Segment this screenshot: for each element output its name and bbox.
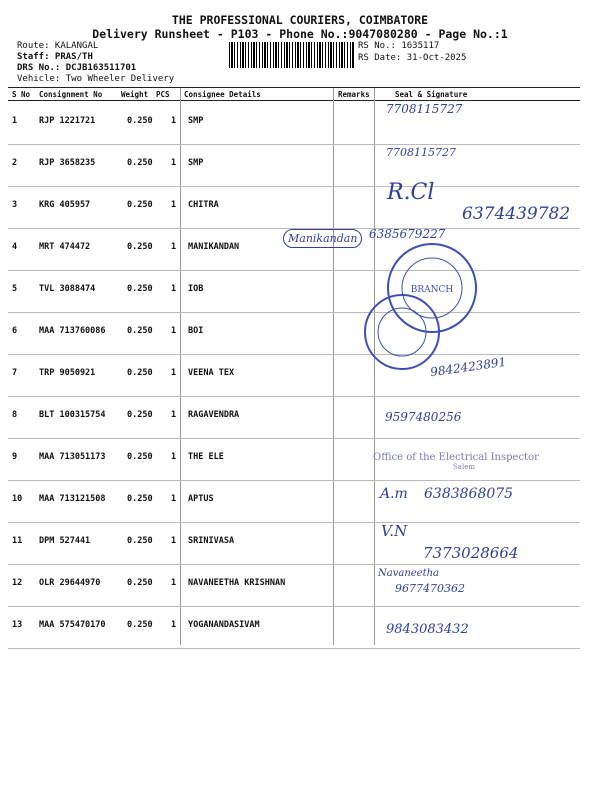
cell-consignment: MAA 713121508 xyxy=(39,494,106,504)
cell-consignment: TVL 3088474 xyxy=(39,284,96,294)
cell-sno: 10 xyxy=(12,494,23,504)
cell-weight: 0.250 xyxy=(127,452,153,462)
cell-pcs: 1 xyxy=(171,326,177,336)
cell-pcs: 1 xyxy=(171,158,177,168)
cell-pcs: 1 xyxy=(171,410,177,420)
cell-pcs: 1 xyxy=(171,368,177,378)
signature-row-10: A.m xyxy=(380,486,408,502)
col-consignment: Consignment No xyxy=(39,90,103,99)
cell-pcs: 1 xyxy=(171,200,177,210)
cell-sno: 13 xyxy=(12,620,23,630)
signature-row-1: 7708115727 xyxy=(386,102,463,116)
cell-weight: 0.250 xyxy=(127,620,153,630)
bank-stamp-text: BRANCH xyxy=(410,285,454,295)
cell-consignee: RAGAVENDRA xyxy=(188,410,240,420)
table-row xyxy=(8,312,580,355)
cell-sno: 9 xyxy=(12,452,18,462)
cell-pcs: 1 xyxy=(171,116,177,126)
signature-row-7: 9842423891 xyxy=(429,354,507,380)
cell-consignee: VEENA TEX xyxy=(188,368,235,378)
cell-sno: 5 xyxy=(12,284,18,294)
cell-consignee: SMP xyxy=(188,158,204,168)
cell-consignee: THE ELE xyxy=(188,452,224,462)
cell-consignee: SRINIVASA xyxy=(188,536,235,546)
office-stamp-text: Office of the Electrical Inspector xyxy=(373,452,539,463)
cell-consignee: SMP xyxy=(188,116,204,126)
vehicle-label: Vehicle: Two Wheeler Delivery xyxy=(17,74,175,84)
drs-number: DRS No.: DCJB163511701 xyxy=(17,63,137,73)
cell-sno: 3 xyxy=(12,200,18,210)
cell-weight: 0.250 xyxy=(127,578,153,588)
signature-row-8: 9597480256 xyxy=(385,410,462,424)
col-remarks: Remarks xyxy=(338,90,370,99)
phone-row-11: 7373028664 xyxy=(423,544,519,562)
cell-weight: 0.250 xyxy=(127,494,153,504)
cell-consignee: CHITRA xyxy=(188,200,219,210)
table-row xyxy=(8,564,580,607)
cell-consignee: BOI xyxy=(188,326,204,336)
runsheet-subtitle: Delivery Runsheet - P103 - Phone No.:9047080280 - Page No.:1 xyxy=(92,27,508,41)
col-pcs: PCS xyxy=(156,90,170,99)
cell-weight: 0.250 xyxy=(127,200,153,210)
row-divider xyxy=(8,648,580,649)
cell-consignment: MAA 575470170 xyxy=(39,620,106,630)
table-row xyxy=(8,396,580,439)
cell-pcs: 1 xyxy=(171,620,177,630)
table-top-rule xyxy=(8,87,580,88)
cell-pcs: 1 xyxy=(171,578,177,588)
cell-sno: 6 xyxy=(12,326,18,336)
cell-consignment: MRT 474472 xyxy=(39,242,91,252)
cell-consignee: NAVANEETHA KRISHNAN xyxy=(188,578,286,588)
cell-consignment: OLR 29644970 xyxy=(39,578,101,588)
signature-row-11: V.N xyxy=(381,522,408,540)
signature-row-12: Navaneetha xyxy=(378,568,440,579)
cell-consignee: IOB xyxy=(188,284,204,294)
signature-row-3: R.Cl xyxy=(387,180,435,205)
barcode xyxy=(229,42,355,68)
cell-weight: 0.250 xyxy=(127,116,153,126)
col-consignee: Consignee Details xyxy=(184,90,261,99)
cell-sno: 8 xyxy=(12,410,18,420)
table-row xyxy=(8,606,580,649)
route-label: Route: KALANGAL xyxy=(17,41,99,51)
bank-stamp-2 xyxy=(362,292,442,372)
cell-consignee: MANIKANDAN xyxy=(188,242,240,252)
cell-sno: 7 xyxy=(12,368,18,378)
cell-sno: 1 xyxy=(12,116,18,126)
cell-weight: 0.250 xyxy=(127,368,153,378)
phone-row-12: 9677470362 xyxy=(395,582,465,595)
cell-weight: 0.250 xyxy=(127,284,153,294)
cell-weight: 0.250 xyxy=(127,536,153,546)
phone-row-3: 6374439782 xyxy=(462,204,571,224)
header-bottom-rule xyxy=(8,100,580,101)
cell-consignment: KRG 405957 xyxy=(39,200,91,210)
cell-sno: 2 xyxy=(12,158,18,168)
cell-pcs: 1 xyxy=(171,536,177,546)
office-stamp-sub: Salem xyxy=(453,463,475,471)
cell-sno: 12 xyxy=(12,578,23,588)
table-row xyxy=(8,102,580,145)
cell-consignee: YOGANANDASIVAM xyxy=(188,620,260,630)
cell-consignment: DPM 527441 xyxy=(39,536,91,546)
cell-weight: 0.250 xyxy=(127,326,153,336)
cell-pcs: 1 xyxy=(171,494,177,504)
signature-row-13: 9843083432 xyxy=(386,622,469,637)
rs-date: RS Date: 31-Oct-2025 xyxy=(358,53,467,63)
cell-consignment: MAA 713051173 xyxy=(39,452,106,462)
phone-row-4: 6385679227 xyxy=(369,227,446,241)
cell-consignment: RJP 1221721 xyxy=(39,116,96,126)
table-row xyxy=(8,270,580,313)
cell-weight: 0.250 xyxy=(127,410,153,420)
cell-weight: 0.250 xyxy=(127,242,153,252)
cell-consignment: MAA 713760086 xyxy=(39,326,106,336)
phone-row-10: 6383868075 xyxy=(424,486,514,502)
rs-number: RS No.: 1635117 xyxy=(358,41,440,51)
cell-consignment: TRP 9050921 xyxy=(39,368,96,378)
cell-sno: 4 xyxy=(12,242,18,252)
table-row xyxy=(8,144,580,187)
office-stamp xyxy=(373,452,539,471)
cell-sno: 11 xyxy=(12,536,23,546)
cell-pcs: 1 xyxy=(171,242,177,252)
cell-consignment: RJP 3658235 xyxy=(39,158,96,168)
cell-consignee: APTUS xyxy=(188,494,214,504)
staff-label: Staff: PRAS/TH xyxy=(17,52,93,62)
col-weight: Weight xyxy=(121,90,149,99)
cell-pcs: 1 xyxy=(171,284,177,294)
cell-weight: 0.250 xyxy=(127,158,153,168)
signature-row-4: Manikandan xyxy=(283,229,362,248)
signature-row-2: 7708115727 xyxy=(386,146,456,159)
col-seal: Seal & Signature xyxy=(395,90,468,99)
cell-consignment: BLT 100315754 xyxy=(39,410,106,420)
cell-pcs: 1 xyxy=(171,452,177,462)
col-sno: S No xyxy=(12,90,31,99)
page-title: THE PROFESSIONAL COURIERS, COIMBATORE xyxy=(171,13,429,27)
